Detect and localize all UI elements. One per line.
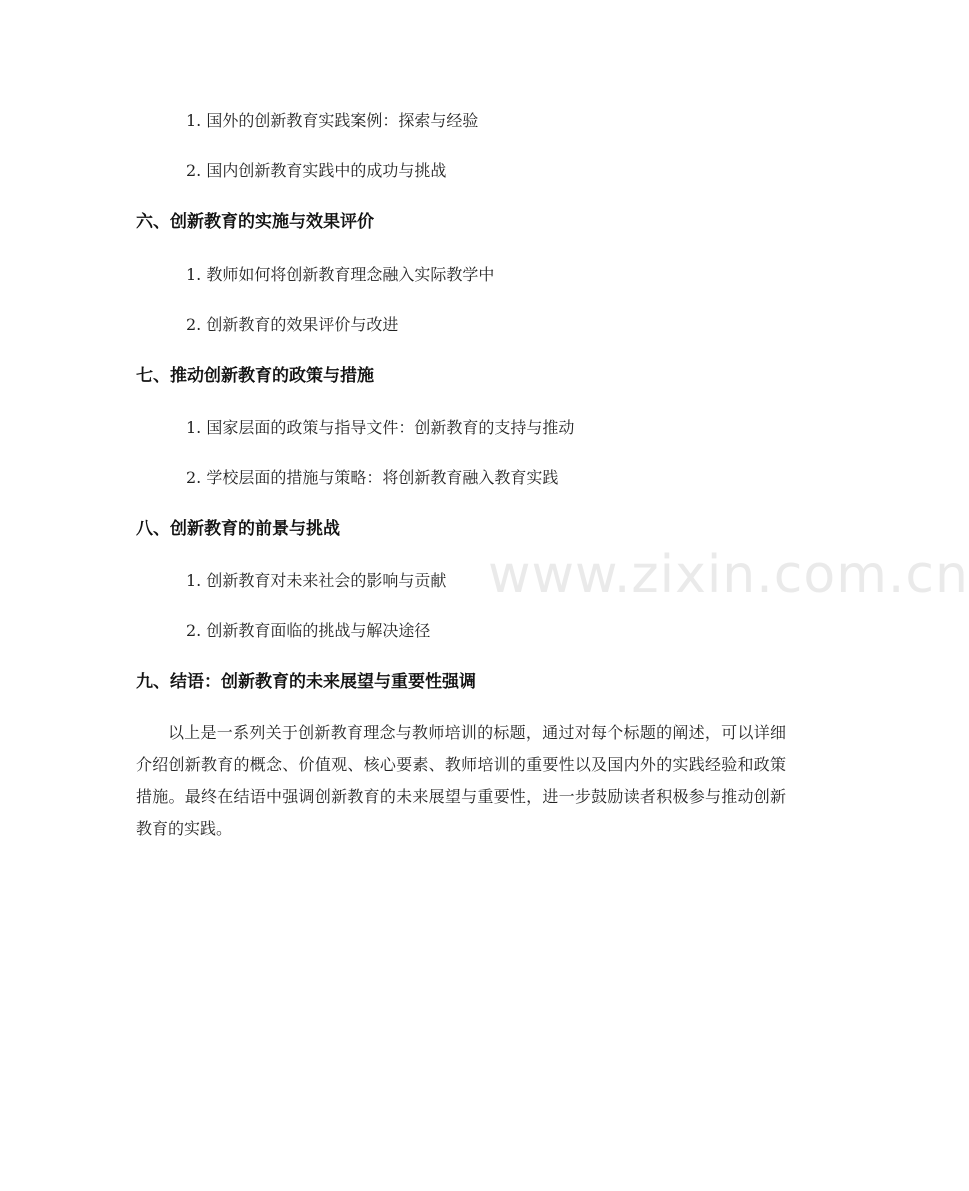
watermark: www.zixin.com.cn [488,545,969,605]
section-heading: 九、结语：创新教育的未来展望与重要性强调 [136,672,476,692]
list-item: 1. 国外的创新教育实践案例：探索与经验 [186,111,479,130]
section-heading: 六、创新教育的实施与效果评价 [136,212,374,232]
list-item: 1. 国家层面的政策与指导文件：创新教育的支持与推动 [186,418,575,437]
section-heading: 七、推动创新教育的政策与措施 [136,366,374,386]
list-item: 1. 教师如何将创新教育理念融入实际教学中 [186,265,495,284]
conclusion-paragraph: 以上是一系列关于创新教育理念与教师培训的标题，通过对每个标题的阐述，可以详细介绍创新教育的概念、价值观、核心要素、教师培训的重要性以及国内外的实践经验和政策措施。最终在结语中强调创新教育的未来展望与重要性，进一步鼓励读者积极参与推动创新教育的实践。 [136,723,786,838]
list-item: 2. 创新教育面临的挑战与解决途径 [186,621,431,640]
list-item: 2. 创新教育的效果评价与改进 [186,315,399,334]
list-item: 2. 学校层面的措施与策略：将创新教育融入教育实践 [186,468,559,487]
section-heading: 八、创新教育的前景与挑战 [136,519,340,539]
list-item: 2. 国内创新教育实践中的成功与挑战 [186,161,447,180]
list-item: 1. 创新教育对未来社会的影响与贡献 [186,571,447,590]
